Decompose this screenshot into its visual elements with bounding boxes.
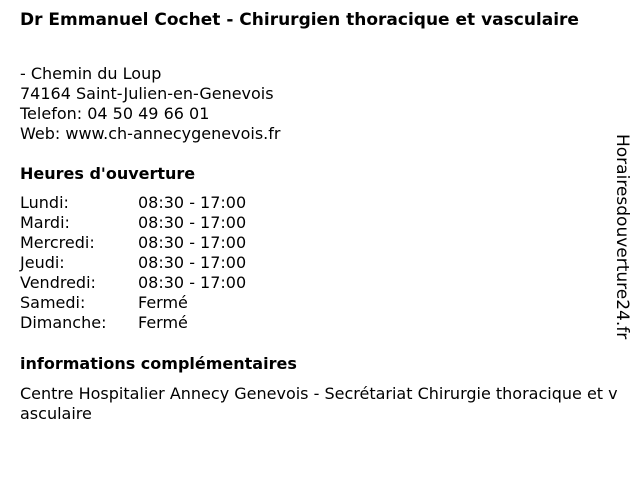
hours-row-friday [20,273,246,293]
hours-day: Mardi: [20,213,70,232]
address-block [20,64,280,144]
hours-row-monday [20,193,246,213]
address-city: 74164 Saint-Julien-en-Genevois [20,84,274,103]
opening-hours-heading: Heures d'ouverture [20,164,196,183]
hours-time: 08:30 - 17:00 [138,273,247,292]
hours-row-thursday [20,253,246,273]
hours-time: 08:30 - 17:00 [138,233,247,252]
hours-time: 08:30 - 17:00 [138,193,247,212]
hours-time: 08:30 - 17:00 [138,253,247,272]
hours-row-sunday [20,313,246,333]
hours-row-saturday [20,293,246,313]
hours-day: Dimanche: [20,313,107,332]
hours-time: Fermé [138,293,188,312]
address-street: - Chemin du Loup [20,64,162,83]
site-brand-watermark: Horairesdouverture24.fr [612,134,632,340]
hours-day: Jeudi: [20,253,65,272]
hours-row-wednesday [20,233,246,253]
page-title: Dr Emmanuel Cochet - Chirurgien thoracique et vasculaire [20,10,579,30]
hours-time: Fermé [138,313,188,332]
hours-row-tuesday [20,213,246,233]
hours-day: Mercredi: [20,233,95,252]
hours-time: 08:30 - 17:00 [138,213,247,232]
opening-hours-table [20,193,246,333]
additional-info-text: Centre Hospitalier Annecy Genevois - Secrétariat Chirurgie thoracique et vasculaire [20,384,618,423]
hours-day: Lundi: [20,193,69,212]
phone-number[interactable]: Telefon: 04 50 49 66 01 [20,104,210,123]
hours-day: Vendredi: [20,273,96,292]
website-link[interactable]: Web: www.ch-annecygenevois.fr [20,124,281,143]
hours-day: Samedi: [20,293,86,312]
additional-info-heading: informations complémentaires [20,354,297,373]
